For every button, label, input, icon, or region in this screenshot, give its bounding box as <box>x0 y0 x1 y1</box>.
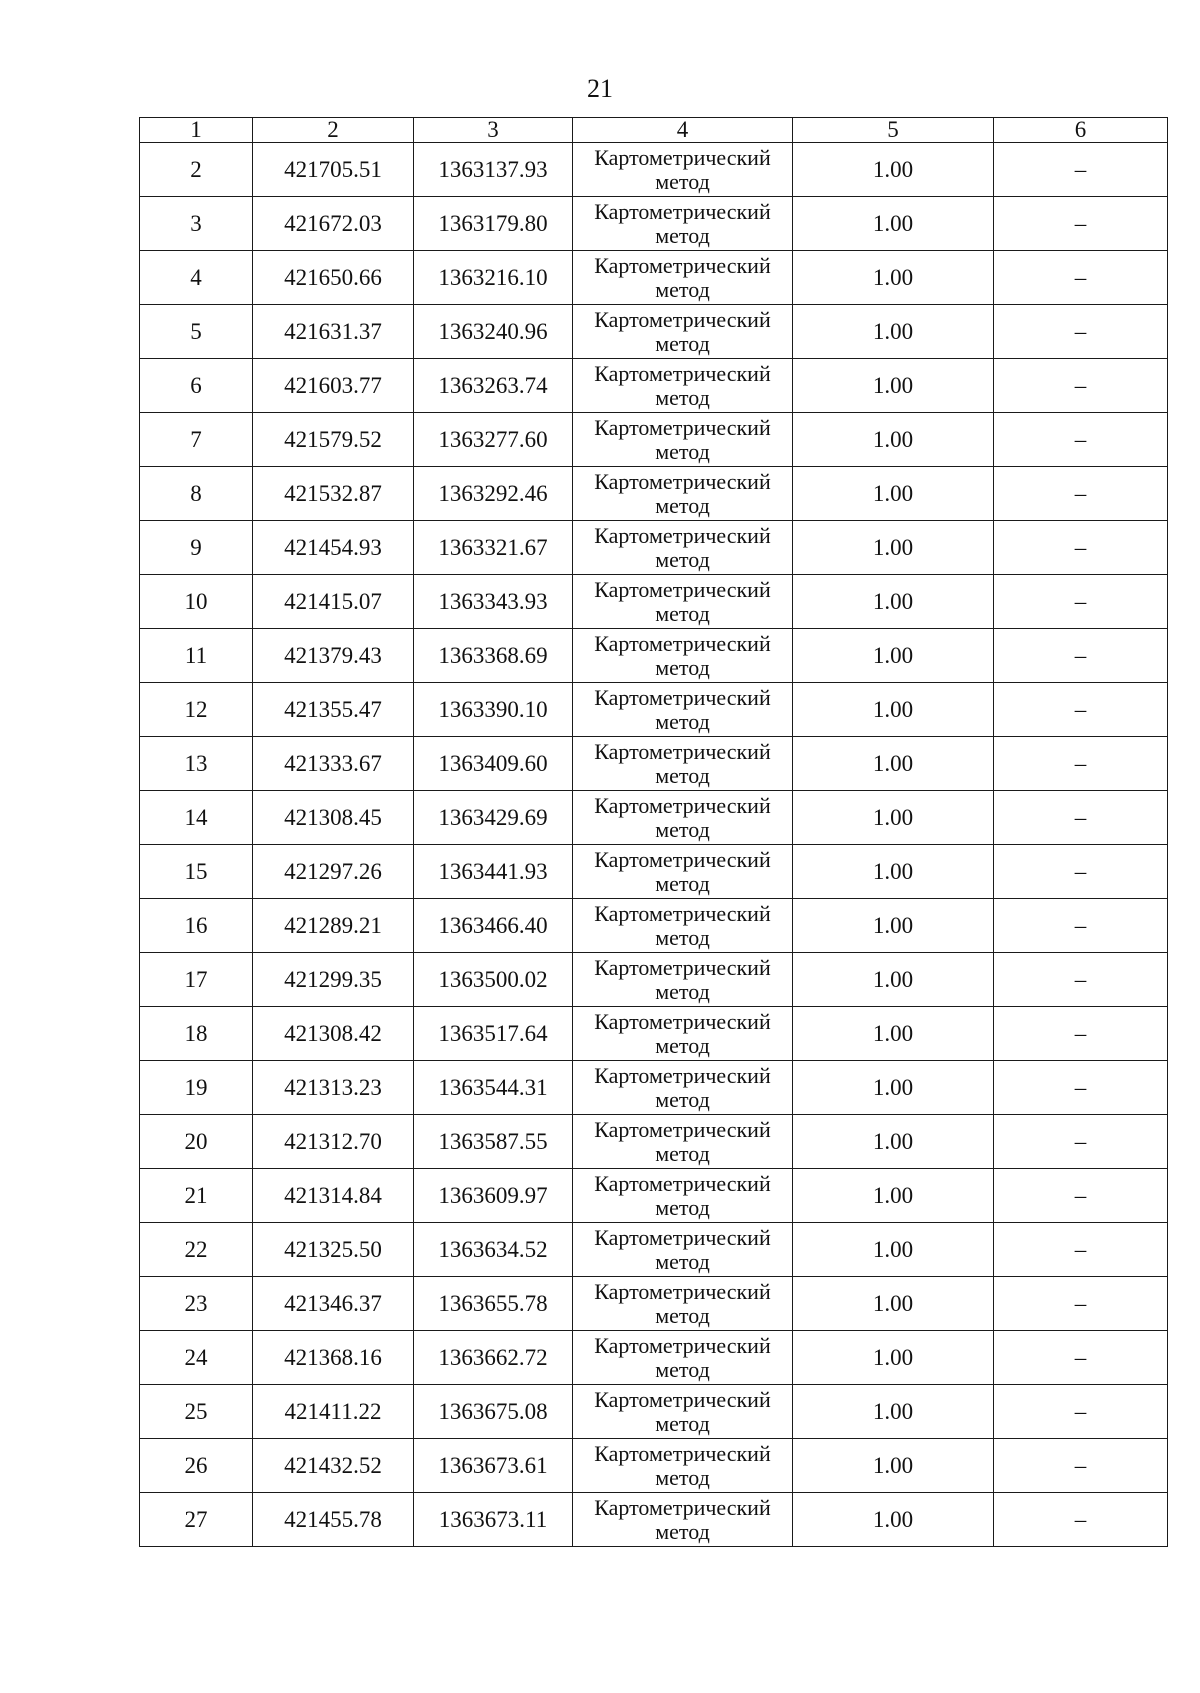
method-line-2: метод <box>655 438 710 464</box>
point-number-cell: 17 <box>140 953 253 1007</box>
method-line-2: метод <box>655 1086 710 1112</box>
method-cell <box>573 953 793 1007</box>
accuracy-cell: 1.00 <box>793 359 994 413</box>
accuracy-cell: 1.00 <box>793 143 994 197</box>
x-coordinate-cell: 421415.07 <box>253 575 414 629</box>
method-line-1: Картометрический <box>594 1224 771 1250</box>
accuracy-cell: 1.00 <box>793 305 994 359</box>
accuracy-cell: 1.00 <box>793 1169 994 1223</box>
x-coordinate-cell: 421650.66 <box>253 251 414 305</box>
point-number-cell: 8 <box>140 467 253 521</box>
note-cell: – <box>994 413 1168 467</box>
x-coordinate-cell: 421314.84 <box>253 1169 414 1223</box>
note-cell: – <box>994 629 1168 683</box>
x-coordinate-cell: 421289.21 <box>253 899 414 953</box>
y-coordinate-cell: 1363240.96 <box>414 305 573 359</box>
method-line-1: Картометрический <box>594 954 771 980</box>
point-number-cell: 7 <box>140 413 253 467</box>
method-cell <box>573 467 793 521</box>
table-row <box>140 629 1168 683</box>
point-number-cell: 10 <box>140 575 253 629</box>
x-coordinate-cell: 421411.22 <box>253 1385 414 1439</box>
y-coordinate-cell: 1363343.93 <box>414 575 573 629</box>
point-number-cell: 21 <box>140 1169 253 1223</box>
method-cell <box>573 251 793 305</box>
note-cell: – <box>994 953 1168 1007</box>
table-row <box>140 791 1168 845</box>
note-cell: – <box>994 1115 1168 1169</box>
x-coordinate-cell: 421368.16 <box>253 1331 414 1385</box>
point-number-cell: 5 <box>140 305 253 359</box>
method-line-2: метод <box>655 168 710 194</box>
table-row <box>140 1385 1168 1439</box>
accuracy-cell: 1.00 <box>793 1439 994 1493</box>
method-cell <box>573 845 793 899</box>
column-header-2: 2 <box>253 118 414 143</box>
y-coordinate-cell: 1363655.78 <box>414 1277 573 1331</box>
method-cell <box>573 629 793 683</box>
table-body <box>140 143 1168 1547</box>
point-number-cell: 26 <box>140 1439 253 1493</box>
accuracy-cell: 1.00 <box>793 521 994 575</box>
table-row <box>140 899 1168 953</box>
column-header-5: 5 <box>793 118 994 143</box>
y-coordinate-cell: 1363263.74 <box>414 359 573 413</box>
point-number-cell: 6 <box>140 359 253 413</box>
method-line-2: метод <box>655 546 710 572</box>
y-coordinate-cell: 1363673.11 <box>414 1493 573 1547</box>
method-line-1: Картометрический <box>594 684 771 710</box>
accuracy-cell: 1.00 <box>793 1385 994 1439</box>
method-cell <box>573 1439 793 1493</box>
note-cell: – <box>994 467 1168 521</box>
table-row <box>140 1169 1168 1223</box>
note-cell: – <box>994 1061 1168 1115</box>
point-number-cell: 15 <box>140 845 253 899</box>
method-line-1: Картометрический <box>594 522 771 548</box>
y-coordinate-cell: 1363634.52 <box>414 1223 573 1277</box>
point-number-cell: 12 <box>140 683 253 737</box>
x-coordinate-cell: 421313.23 <box>253 1061 414 1115</box>
point-number-cell: 13 <box>140 737 253 791</box>
point-number-cell: 22 <box>140 1223 253 1277</box>
column-header-1: 1 <box>140 118 253 143</box>
method-line-1: Картометрический <box>594 1062 771 1088</box>
method-line-1: Картометрический <box>594 252 771 278</box>
method-line-1: Картометрический <box>594 846 771 872</box>
note-cell: – <box>994 1439 1168 1493</box>
accuracy-cell: 1.00 <box>793 1007 994 1061</box>
accuracy-cell: 1.00 <box>793 953 994 1007</box>
y-coordinate-cell: 1363517.64 <box>414 1007 573 1061</box>
note-cell: – <box>994 305 1168 359</box>
accuracy-cell: 1.00 <box>793 1493 994 1547</box>
method-line-2: метод <box>655 330 710 356</box>
point-number-cell: 24 <box>140 1331 253 1385</box>
method-line-1: Картометрический <box>594 576 771 602</box>
x-coordinate-cell: 421579.52 <box>253 413 414 467</box>
note-cell: – <box>994 845 1168 899</box>
method-line-2: метод <box>655 1356 710 1382</box>
method-line-2: метод <box>655 1464 710 1490</box>
method-cell <box>573 1007 793 1061</box>
accuracy-cell: 1.00 <box>793 683 994 737</box>
y-coordinate-cell: 1363277.60 <box>414 413 573 467</box>
method-line-2: метод <box>655 1248 710 1274</box>
method-cell <box>573 1277 793 1331</box>
point-number-cell: 19 <box>140 1061 253 1115</box>
x-coordinate-cell: 421454.93 <box>253 521 414 575</box>
page-number: 21 <box>587 74 613 103</box>
y-coordinate-cell: 1363662.72 <box>414 1331 573 1385</box>
note-cell: – <box>994 359 1168 413</box>
x-coordinate-cell: 421355.47 <box>253 683 414 737</box>
x-coordinate-cell: 421333.67 <box>253 737 414 791</box>
method-line-1: Картометрический <box>594 1332 771 1358</box>
method-cell <box>573 1061 793 1115</box>
table-header <box>140 118 1168 143</box>
x-coordinate-cell: 421308.42 <box>253 1007 414 1061</box>
table-row <box>140 575 1168 629</box>
method-line-2: метод <box>655 276 710 302</box>
note-cell: – <box>994 1493 1168 1547</box>
accuracy-cell: 1.00 <box>793 1061 994 1115</box>
x-coordinate-cell: 421432.52 <box>253 1439 414 1493</box>
y-coordinate-cell: 1363441.93 <box>414 845 573 899</box>
table-row <box>140 251 1168 305</box>
method-line-1: Картометрический <box>594 1008 771 1034</box>
method-line-2: метод <box>655 762 710 788</box>
x-coordinate-cell: 421308.45 <box>253 791 414 845</box>
method-line-1: Картометрический <box>594 1440 771 1466</box>
method-cell <box>573 521 793 575</box>
method-line-2: метод <box>655 1410 710 1436</box>
accuracy-cell: 1.00 <box>793 575 994 629</box>
method-cell <box>573 143 793 197</box>
method-cell <box>573 575 793 629</box>
note-cell: – <box>994 521 1168 575</box>
method-line-2: метод <box>655 1194 710 1220</box>
table-row <box>140 1493 1168 1547</box>
table-row <box>140 197 1168 251</box>
method-line-1: Картометрический <box>594 198 771 224</box>
y-coordinate-cell: 1363466.40 <box>414 899 573 953</box>
point-number-cell: 14 <box>140 791 253 845</box>
method-line-2: метод <box>655 870 710 896</box>
x-coordinate-cell: 421325.50 <box>253 1223 414 1277</box>
x-coordinate-cell: 421297.26 <box>253 845 414 899</box>
y-coordinate-cell: 1363137.93 <box>414 143 573 197</box>
method-line-2: метод <box>655 600 710 626</box>
method-line-1: Картометрический <box>594 306 771 332</box>
column-header-4: 4 <box>573 118 793 143</box>
method-cell <box>573 1223 793 1277</box>
x-coordinate-cell: 421299.35 <box>253 953 414 1007</box>
point-number-cell: 27 <box>140 1493 253 1547</box>
method-line-1: Картометрический <box>594 630 771 656</box>
method-cell <box>573 359 793 413</box>
method-line-2: метод <box>655 492 710 518</box>
y-coordinate-cell: 1363500.02 <box>414 953 573 1007</box>
method-line-2: метод <box>655 816 710 842</box>
point-number-cell: 16 <box>140 899 253 953</box>
method-cell <box>573 899 793 953</box>
method-line-1: Картометрический <box>594 1386 771 1412</box>
method-cell <box>573 197 793 251</box>
table-row <box>140 1277 1168 1331</box>
y-coordinate-cell: 1363292.46 <box>414 467 573 521</box>
y-coordinate-cell: 1363179.80 <box>414 197 573 251</box>
accuracy-cell: 1.00 <box>793 413 994 467</box>
method-line-1: Картометрический <box>594 792 771 818</box>
x-coordinate-cell: 421455.78 <box>253 1493 414 1547</box>
method-line-1: Картометрический <box>594 900 771 926</box>
accuracy-cell: 1.00 <box>793 197 994 251</box>
method-cell <box>573 1169 793 1223</box>
table-row <box>140 143 1168 197</box>
note-cell: – <box>994 1277 1168 1331</box>
y-coordinate-cell: 1363216.10 <box>414 251 573 305</box>
method-line-1: Картометрический <box>594 1278 771 1304</box>
method-line-1: Картометрический <box>594 1494 771 1520</box>
note-cell: – <box>994 683 1168 737</box>
accuracy-cell: 1.00 <box>793 1331 994 1385</box>
accuracy-cell: 1.00 <box>793 629 994 683</box>
note-cell: – <box>994 1169 1168 1223</box>
method-line-2: метод <box>655 924 710 950</box>
table-row <box>140 1439 1168 1493</box>
note-cell: – <box>994 575 1168 629</box>
table-row <box>140 1223 1168 1277</box>
table-row <box>140 1007 1168 1061</box>
accuracy-cell: 1.00 <box>793 467 994 521</box>
note-cell: – <box>994 1223 1168 1277</box>
y-coordinate-cell: 1363544.31 <box>414 1061 573 1115</box>
x-coordinate-cell: 421312.70 <box>253 1115 414 1169</box>
method-line-1: Картометрический <box>594 144 771 170</box>
accuracy-cell: 1.00 <box>793 737 994 791</box>
method-cell <box>573 683 793 737</box>
note-cell: – <box>994 143 1168 197</box>
point-number-cell: 3 <box>140 197 253 251</box>
table-row <box>140 359 1168 413</box>
accuracy-cell: 1.00 <box>793 1223 994 1277</box>
note-cell: – <box>994 899 1168 953</box>
y-coordinate-cell: 1363609.97 <box>414 1169 573 1223</box>
table-row <box>140 683 1168 737</box>
method-line-1: Картометрический <box>594 414 771 440</box>
method-cell <box>573 737 793 791</box>
method-cell <box>573 1385 793 1439</box>
y-coordinate-cell: 1363429.69 <box>414 791 573 845</box>
method-line-1: Картометрический <box>594 468 771 494</box>
y-coordinate-cell: 1363675.08 <box>414 1385 573 1439</box>
table-row <box>140 845 1168 899</box>
method-line-2: метод <box>655 1302 710 1328</box>
x-coordinate-cell: 421346.37 <box>253 1277 414 1331</box>
table-row <box>140 413 1168 467</box>
point-number-cell: 4 <box>140 251 253 305</box>
method-line-2: метод <box>655 654 710 680</box>
method-cell <box>573 1493 793 1547</box>
accuracy-cell: 1.00 <box>793 791 994 845</box>
point-number-cell: 25 <box>140 1385 253 1439</box>
accuracy-cell: 1.00 <box>793 1277 994 1331</box>
table-row <box>140 1061 1168 1115</box>
method-line-2: метод <box>655 222 710 248</box>
method-line-2: метод <box>655 384 710 410</box>
point-number-cell: 9 <box>140 521 253 575</box>
note-cell: – <box>994 197 1168 251</box>
method-cell <box>573 1331 793 1385</box>
accuracy-cell: 1.00 <box>793 899 994 953</box>
table-row <box>140 1115 1168 1169</box>
column-header-3: 3 <box>414 118 573 143</box>
method-line-1: Картометрический <box>594 1170 771 1196</box>
table-row <box>140 467 1168 521</box>
method-line-2: метод <box>655 1032 710 1058</box>
method-line-2: метод <box>655 1518 710 1544</box>
method-cell <box>573 1115 793 1169</box>
note-cell: – <box>994 251 1168 305</box>
y-coordinate-cell: 1363390.10 <box>414 683 573 737</box>
y-coordinate-cell: 1363409.60 <box>414 737 573 791</box>
method-cell <box>573 791 793 845</box>
accuracy-cell: 1.00 <box>793 845 994 899</box>
point-number-cell: 2 <box>140 143 253 197</box>
x-coordinate-cell: 421603.77 <box>253 359 414 413</box>
accuracy-cell: 1.00 <box>793 1115 994 1169</box>
note-cell: – <box>994 737 1168 791</box>
point-number-cell: 18 <box>140 1007 253 1061</box>
method-cell <box>573 305 793 359</box>
y-coordinate-cell: 1363321.67 <box>414 521 573 575</box>
method-line-2: метод <box>655 978 710 1004</box>
header-row <box>140 118 1168 143</box>
method-line-1: Картометрический <box>594 1116 771 1142</box>
method-line-2: метод <box>655 1140 710 1166</box>
y-coordinate-cell: 1363587.55 <box>414 1115 573 1169</box>
method-line-2: метод <box>655 708 710 734</box>
note-cell: – <box>994 1331 1168 1385</box>
y-coordinate-cell: 1363673.61 <box>414 1439 573 1493</box>
y-coordinate-cell: 1363368.69 <box>414 629 573 683</box>
table-row <box>140 305 1168 359</box>
coordinates-table <box>139 117 1168 1547</box>
table-row <box>140 1331 1168 1385</box>
note-cell: – <box>994 791 1168 845</box>
method-cell <box>573 413 793 467</box>
method-line-1: Картометрический <box>594 360 771 386</box>
accuracy-cell: 1.00 <box>793 251 994 305</box>
point-number-cell: 23 <box>140 1277 253 1331</box>
column-header-6: 6 <box>994 118 1168 143</box>
x-coordinate-cell: 421631.37 <box>253 305 414 359</box>
method-line-1: Картометрический <box>594 738 771 764</box>
table-row <box>140 737 1168 791</box>
x-coordinate-cell: 421705.51 <box>253 143 414 197</box>
note-cell: – <box>994 1385 1168 1439</box>
point-number-cell: 20 <box>140 1115 253 1169</box>
table-row <box>140 953 1168 1007</box>
note-cell: – <box>994 1007 1168 1061</box>
point-number-cell: 11 <box>140 629 253 683</box>
x-coordinate-cell: 421532.87 <box>253 467 414 521</box>
table-row <box>140 521 1168 575</box>
x-coordinate-cell: 421379.43 <box>253 629 414 683</box>
x-coordinate-cell: 421672.03 <box>253 197 414 251</box>
